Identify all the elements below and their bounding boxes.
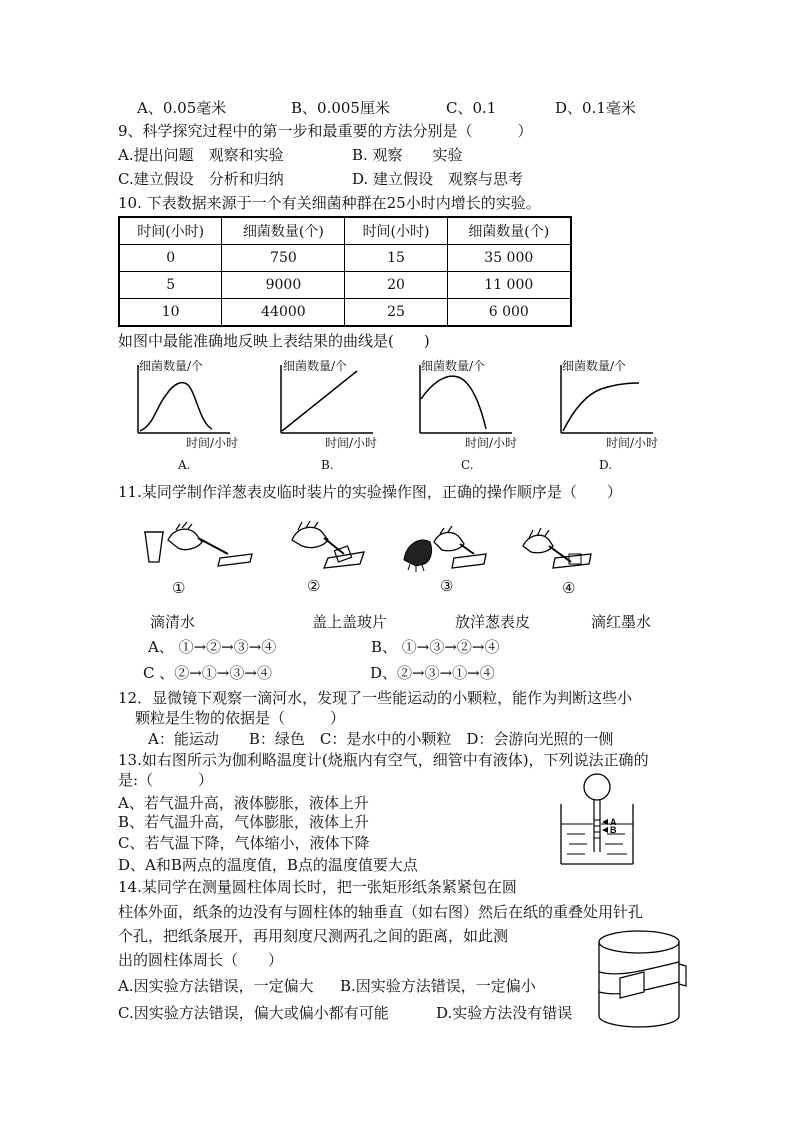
q10-question: 如图中最能准确地反映上表结果的曲线是( )	[118, 332, 430, 350]
graph-d-xlabel: 时间/小时	[606, 436, 659, 450]
table-cell: 6 000	[447, 299, 571, 327]
q14-line2: 柱体外面，纸条的边没有与圆柱体的轴垂直（如右图）然后在纸的重叠处用针孔	[118, 903, 644, 921]
q14-option-c: C.因实验方法错误，偏大或偏小都有可能	[118, 1004, 389, 1022]
q8-option-b: B、0.005厘米	[291, 99, 390, 117]
graph-c-ylabel: 细菌数量/个	[421, 359, 486, 373]
label-point-a: A	[610, 817, 617, 827]
graph-d-ylabel: 细菌数量/个	[562, 359, 627, 373]
table-cell: 10	[119, 299, 222, 327]
step1-drop-water-illustration	[140, 518, 260, 568]
table-cell: 44000	[222, 299, 345, 327]
galileo-thermometer-figure	[555, 772, 645, 872]
graph-a-xlabel: 时间/小时	[186, 436, 239, 450]
q13-option-b: B、若气温升高，气体膨胀，液体上升	[118, 813, 370, 831]
q9-stem: 9、科学探究过程中的第一步和最重要的方法分别是（ ）	[118, 122, 533, 140]
bacteria-data-table	[118, 216, 572, 327]
step3-onion-skin-illustration	[400, 522, 500, 572]
q12-options: A：能运动 B：绿色 C：是水中的小颗粒 D：会游向光照的一侧	[148, 730, 614, 748]
graph-b-ylabel: 细菌数量/个	[283, 359, 348, 373]
q10-stem: 10. 下表数据来源于一个有关细菌种群在25小时内增长的实验。	[118, 194, 541, 212]
table-row	[119, 245, 571, 272]
q14-option-d: D.实验方法没有错误	[436, 1004, 573, 1022]
table-header-cell: 时间(小时)	[119, 217, 222, 245]
q8-option-a: A、0.05毫米	[137, 99, 227, 117]
table-cell: 0	[119, 245, 222, 272]
graph-d-plot	[553, 365, 663, 445]
step1-label: 滴清水	[150, 613, 196, 631]
q14-line4: 出的圆柱体周长（ ）	[118, 951, 284, 969]
table-header-row	[119, 217, 571, 245]
table-cell: 750	[222, 245, 345, 272]
table-header-cell: 细菌数量(个)	[222, 217, 345, 245]
q9-option-a: A.提出问题 观察和实验	[118, 146, 284, 164]
table-cell: 25	[345, 299, 447, 327]
step4-red-ink-illustration	[515, 522, 615, 572]
q11-option-c: C 、②→①→③→④	[143, 664, 272, 682]
step4-label: 滴红墨水	[591, 613, 652, 631]
q12-line1: 12．显微镜下观察一滴河水，发现了一些能运动的小颗粒，能作为判断这些小	[118, 689, 633, 707]
step4-number: ④	[562, 579, 576, 597]
table-cell: 15	[345, 245, 447, 272]
table-row	[119, 272, 571, 299]
q9-option-b: B. 观察 实验	[352, 146, 463, 164]
table-row	[119, 299, 571, 327]
q11-option-d: D、②→③→①→④	[370, 664, 495, 682]
table-header-cell: 细菌数量(个)	[447, 217, 571, 245]
q12-line2: 颗粒是生物的依据是（ ）	[135, 709, 346, 727]
q11-stem: 11.某同学制作洋葱表皮临时装片的实验操作图，正确的操作顺序是（ ）	[118, 483, 622, 501]
q13-line2: 是:（ ）	[118, 771, 214, 789]
q14-option-a: A.因实验方法错误，一定偏大	[118, 977, 314, 995]
graph-a-ylabel: 细菌数量/个	[139, 359, 204, 373]
q11-option-b: B、 ①→③→②→④	[371, 638, 500, 656]
table-cell: 11 000	[447, 272, 571, 299]
cylinder-paper-figure	[592, 928, 688, 1032]
graph-a-plot	[130, 365, 240, 445]
q8-option-d: D、0.1毫米	[555, 99, 636, 117]
q14-line1: 14.某同学在测量圆柱体周长时，把一张矩形纸条紧紧包在圆	[118, 878, 517, 896]
graph-b-xlabel: 时间/小时	[325, 436, 378, 450]
graph-c-label: C.	[461, 458, 474, 472]
step2-label: 盖上盖玻片	[312, 613, 388, 631]
q13-option-d: D、A和B两点的温度值，B点的温度值要大点	[118, 856, 418, 874]
step3-number: ③	[440, 577, 454, 595]
step1-number: ①	[172, 579, 186, 597]
q14-line3: 个孔，把纸条展开，再用刻度尺测两孔之间的距离，如此测	[118, 927, 509, 945]
table-header-cell: 时间(小时)	[345, 217, 447, 245]
table-cell: 20	[345, 272, 447, 299]
q9-option-d: D. 建立假设 观察与思考	[352, 170, 524, 188]
graph-b-plot	[273, 365, 383, 445]
q14-option-b: B.因实验方法错误，一定偏小	[340, 977, 536, 995]
table-cell: 5	[119, 272, 222, 299]
label-point-b: B	[610, 825, 617, 835]
q13-option-a: A、若气温升高，液体膨胀，液体上升	[118, 794, 369, 812]
table-cell: 35 000	[447, 245, 571, 272]
step2-number: ②	[307, 577, 321, 595]
graph-a-label: A.	[178, 458, 191, 472]
step3-label: 放洋葱表皮	[455, 613, 531, 631]
step2-coverslip-illustration	[284, 518, 384, 568]
graph-c-xlabel: 时间/小时	[465, 436, 518, 450]
graph-c-plot	[412, 365, 522, 445]
graph-d-label: D.	[599, 458, 613, 472]
q11-option-a: A、 ①→②→③→④	[148, 638, 277, 656]
graph-b-label: B.	[321, 458, 334, 472]
q8-option-c: C、0.1	[446, 99, 497, 117]
table-cell: 9000	[222, 272, 345, 299]
q9-option-c: C.建立假设 分析和归纳	[118, 170, 284, 188]
q13-line1: 13.如右图所示为伽利略温度计(烧瓶内有空气，细管中有液体)，下列说法正确的	[118, 751, 649, 769]
q13-option-c: C、若气温下降，气体缩小，液体下降	[118, 834, 370, 852]
